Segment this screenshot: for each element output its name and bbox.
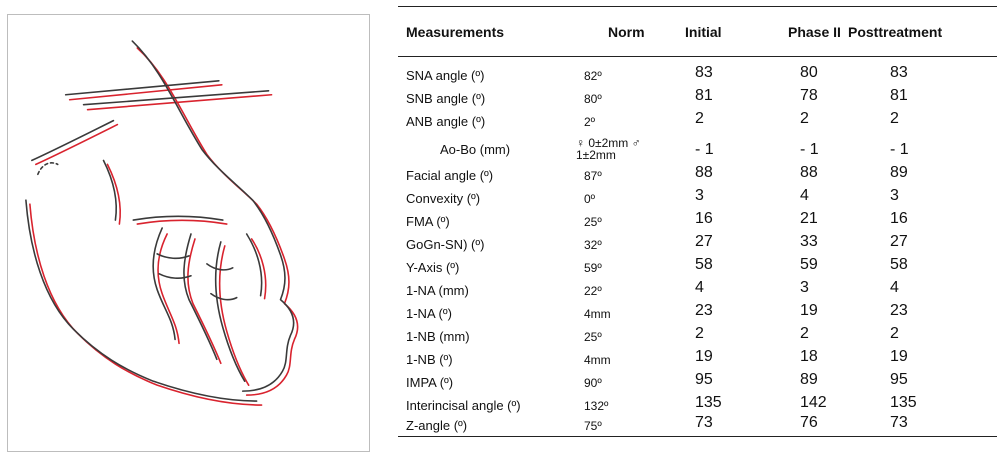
table-row [398,187,997,210]
phase-ii-value: 4 [800,187,809,204]
norm-value: 0º [584,192,596,206]
initial-value: 4 [695,279,704,296]
norm-value: 87º [584,169,602,183]
table-top-rule [398,6,997,7]
measurement-label: GoGn-SN) (º) [406,237,485,252]
norm-value-line1: ♀ 0±2mm ♂ [576,136,641,150]
norm-value: 59º [584,261,602,275]
posttreatment-value: 89 [890,164,908,181]
measurement-label: 1-NB (º) [406,352,453,367]
phase-ii-value: 142 [800,394,827,411]
measurement-label: 1-NA (mm) [406,283,469,298]
norm-value: 90º [584,376,602,390]
phase-ii-value: 3 [800,279,809,296]
norm-value: 22º [584,284,602,298]
table-row [398,87,997,110]
phase-ii-value: 59 [800,256,818,273]
table-row [398,210,997,233]
measurement-label: Z-angle (º) [406,418,468,433]
norm-value: 2º [584,115,596,129]
table-header-rule [398,56,997,57]
initial-value: 88 [695,164,713,181]
initial-value: 23 [695,302,713,319]
table-bottom-rule [398,436,997,437]
initial-value: 58 [695,256,713,273]
norm-value: 80º [584,92,602,106]
posttreatment-value: 2 [890,325,899,342]
cephalometric-measurements-table [398,6,997,436]
phase-ii-value: 2 [800,110,809,127]
initial-value: 135 [695,394,722,411]
measurement-label: Interincisal angle (º) [406,398,521,413]
posttreatment-value: 73 [890,414,908,431]
table-row [398,302,997,325]
header-posttreatment: Posttreatment [848,24,943,40]
table-row [398,348,997,371]
initial-value: 19 [695,348,713,365]
measurement-label: Y-Axis (º) [406,260,460,275]
header-initial: Initial [685,24,722,40]
measurement-label: SNA angle (º) [406,68,485,83]
table-row [398,371,997,394]
cephalometric-tracing-figure [7,14,370,452]
measurement-label: SNB angle (º) [406,91,486,106]
phase-ii-value: 2 [800,325,809,342]
posttreatment-value: 3 [890,187,899,204]
phase-ii-value: 18 [800,348,818,365]
initial-value: 83 [695,64,713,81]
initial-value: 27 [695,233,713,250]
posttreatment-value: 81 [890,87,908,104]
tracing-svg [8,15,369,451]
norm-value: 75º [584,419,602,433]
table-row [398,64,997,87]
posttreatment-value: 4 [890,279,899,296]
table-row [398,110,997,133]
phase-ii-value: 76 [800,414,818,431]
posttreatment-value: - 1 [890,141,909,158]
measurement-label: FMA (º) [406,214,450,229]
posttreatment-value: 27 [890,233,908,250]
measurement-label: 1-NA (º) [406,306,452,321]
norm-value: 32º [584,238,602,252]
phase-ii-value: 21 [800,210,818,227]
phase-ii-value: 78 [800,87,818,104]
posttreatment-value: 83 [890,64,908,81]
phase-ii-value: 88 [800,164,818,181]
phase-ii-value: 33 [800,233,818,250]
posttreatment-value: 19 [890,348,908,365]
initial-value: 73 [695,414,713,431]
phase-ii-value: 89 [800,371,818,388]
norm-value: 82º [584,69,602,83]
initial-value: 95 [695,371,713,388]
norm-value: 25º [584,330,602,344]
table-row [398,279,997,302]
table-row [398,325,997,348]
table-row [398,233,997,256]
posttreatment-value: 58 [890,256,908,273]
norm-value [576,137,641,161]
norm-value: 4mm [584,307,611,321]
measurement-label: Ao-Bo (mm) [440,142,511,157]
posttreatment-value: 95 [890,371,908,388]
header-measurements: Measurements [406,24,505,40]
norm-value-line2: 1±2mm [576,148,616,162]
initial-value: 2 [695,110,704,127]
phase-ii-value: 19 [800,302,818,319]
measurement-label: IMPA (º) [406,375,454,390]
table-row [398,134,997,164]
header-phase-ii: Phase II [788,24,841,40]
phase-ii-value: - 1 [800,141,819,158]
posttreatment-value: 135 [890,394,917,411]
norm-value: 132º [584,399,609,413]
norm-value: 4mm [584,353,611,367]
norm-value: 25º [584,215,602,229]
final-tracing [30,48,298,405]
header-norm: Norm [608,24,645,40]
measurement-label: Facial angle (º) [406,168,494,183]
phase-ii-value: 80 [800,64,818,81]
initial-value: 81 [695,87,713,104]
initial-value: 16 [695,210,713,227]
measurement-label: 1-NB (mm) [406,329,470,344]
posttreatment-value: 2 [890,110,899,127]
posttreatment-value: 16 [890,210,908,227]
measurement-label: Convexity (º) [406,191,481,206]
table-row [398,164,997,187]
initial-value: - 1 [695,141,714,158]
initial-value: 3 [695,187,704,204]
table-row [398,414,997,437]
measurement-label: ANB angle (º) [406,114,486,129]
posttreatment-value: 23 [890,302,908,319]
initial-value: 2 [695,325,704,342]
table-row [398,256,997,279]
